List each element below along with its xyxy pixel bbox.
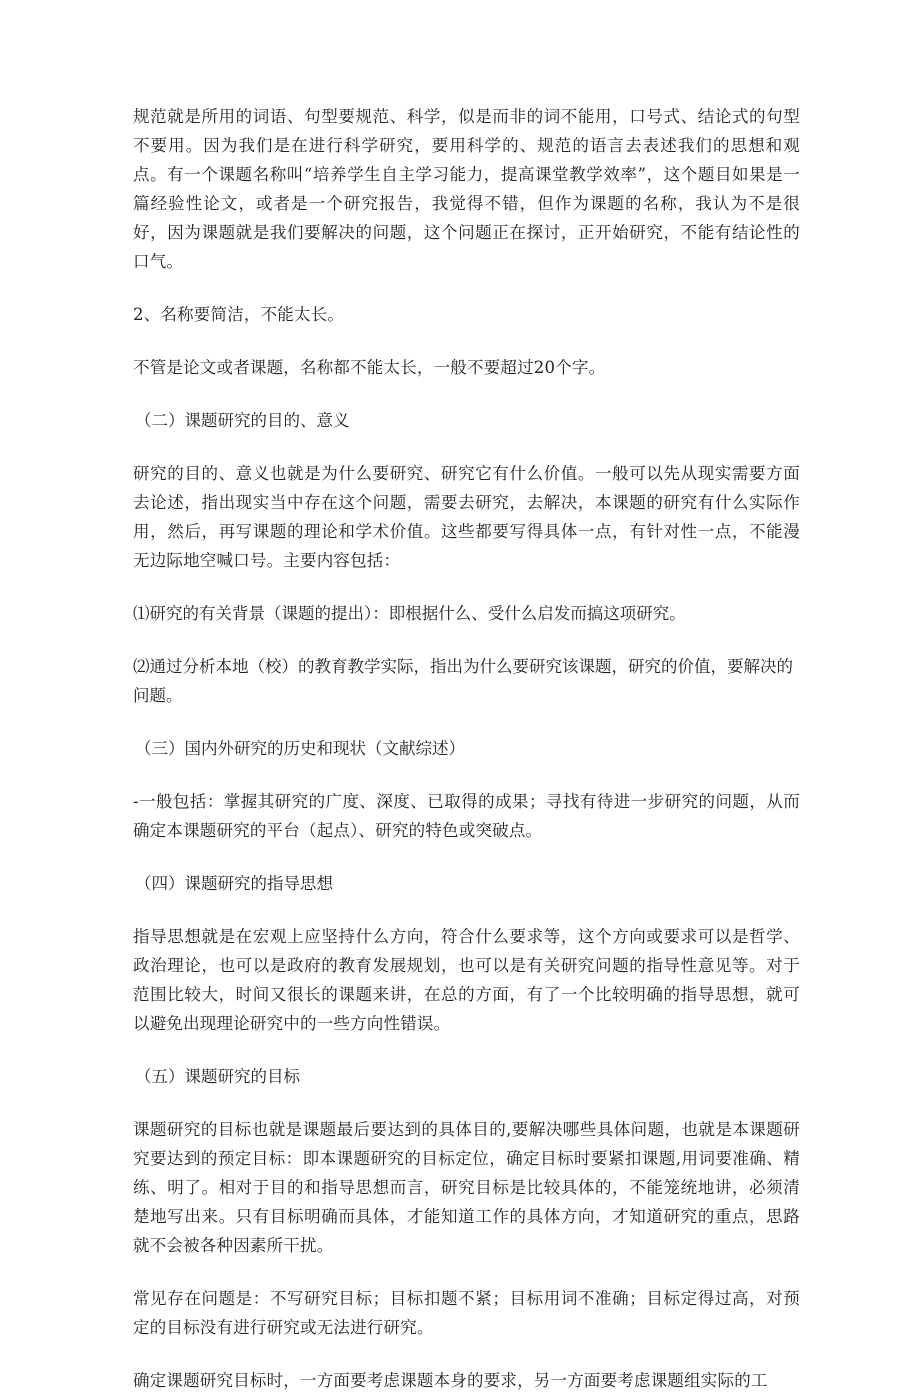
- paragraph-determining-objectives: 确定课题研究目标时，一方面要考虑课题本身的要求，另一方面要考虑课题组实际的工: [133, 1371, 768, 1390]
- section-heading-objectives: （五）课题研究的目标: [135, 1067, 300, 1086]
- list-item-local-analysis: ⑵通过分析本地（校）的教育教学实际，指出为什么要研究该课题，研究的价值，要解决的问题。: [133, 657, 793, 705]
- paragraph-guiding-thought: 指导思想就是在宏观上应坚持什么方向，符合什么要求等，这个方向或要求可以是哲学、政治理论，也可以是政府的教育发展规划，也可以是有关研究问题的指导性意见等。对于范围比较大，时间又很长的课题来讲，在总的方面，有了一个比较明确的指导思想，就可以避免出现理论研究中的一些方向性错误。: [133, 927, 800, 1033]
- section-heading-purpose: （二）课题研究的目的、意义: [135, 411, 350, 430]
- paragraph-normative-wording: 规范就是所用的词语、句型要规范、科学，似是而非的词不能用，口号式、结论式的句型不要用。因为我们是在进行科学研究，要用科学的、规范的语言去表述我们的思想和观点。有一个课题名称叫“培养学生自主学习能力，提高课堂教学效率”，这个题目如果是一篇经验性论文，或者是一个研究报告，我觉得不错，但作为课题的名称，我认为不是很好，因为课题就是我们要解决的问题，这个问题正在探讨，正开始研究，不能有结论性的口气。: [133, 107, 800, 271]
- section-heading-guiding-thought: （四）课题研究的指导思想: [135, 874, 333, 893]
- paragraph-title-concise: 2、名称要简洁，不能太长。: [133, 305, 345, 324]
- paragraph-common-problems: 常见存在问题是：不写研究目标；目标扣题不紧；目标用词不准确；目标定得过高，对预定的目标没有进行研究或无法进行研究。: [133, 1289, 800, 1337]
- list-item-background: ⑴研究的有关背景（课题的提出）：即根据什么、受什么启发而搞这项研究。: [133, 604, 686, 623]
- paragraph-objectives: 课题研究的目标也就是课题最后要达到的具体目的,要解决哪些具体问题，也就是本课题研究要达到的预定目标：即本课题研究的目标定位，确定目标时要紧扣课题,用词要准确、精练、明了。相对于目的和指导思想而言，研究目标是比较具体的，不能笼统地讲，必须清楚地写出来。只有目标明确而具体，才能知道工作的具体方向，才知道研究的重点，思路就不会被各种因素所干扰。: [133, 1120, 800, 1255]
- section-heading-literature: （三）国内外研究的历史和现状（文献综述）: [135, 739, 465, 758]
- paragraph-literature: -一般包括：掌握其研究的广度、深度、已取得的成果；寻找有待进一步研究的问题，从而确定本课题研究的平台（起点）、研究的特色或突破点。: [133, 792, 800, 840]
- paragraph-purpose: 研究的目的、意义也就是为什么要研究、研究它有什么价值。一般可以先从现实需要方面去论述，指出现实当中存在这个问题，需要去研究，去解决，本课题的研究有什么实际作用，然后，再写课题的理论和学术价值。这些都要写得具体一点，有针对性一点，不能漫无边际地空喊口号。主要内容包括：: [133, 464, 800, 570]
- paragraph-title-length: 不管是论文或者课题，名称都不能太长，一般不要超过20个字。: [133, 358, 606, 377]
